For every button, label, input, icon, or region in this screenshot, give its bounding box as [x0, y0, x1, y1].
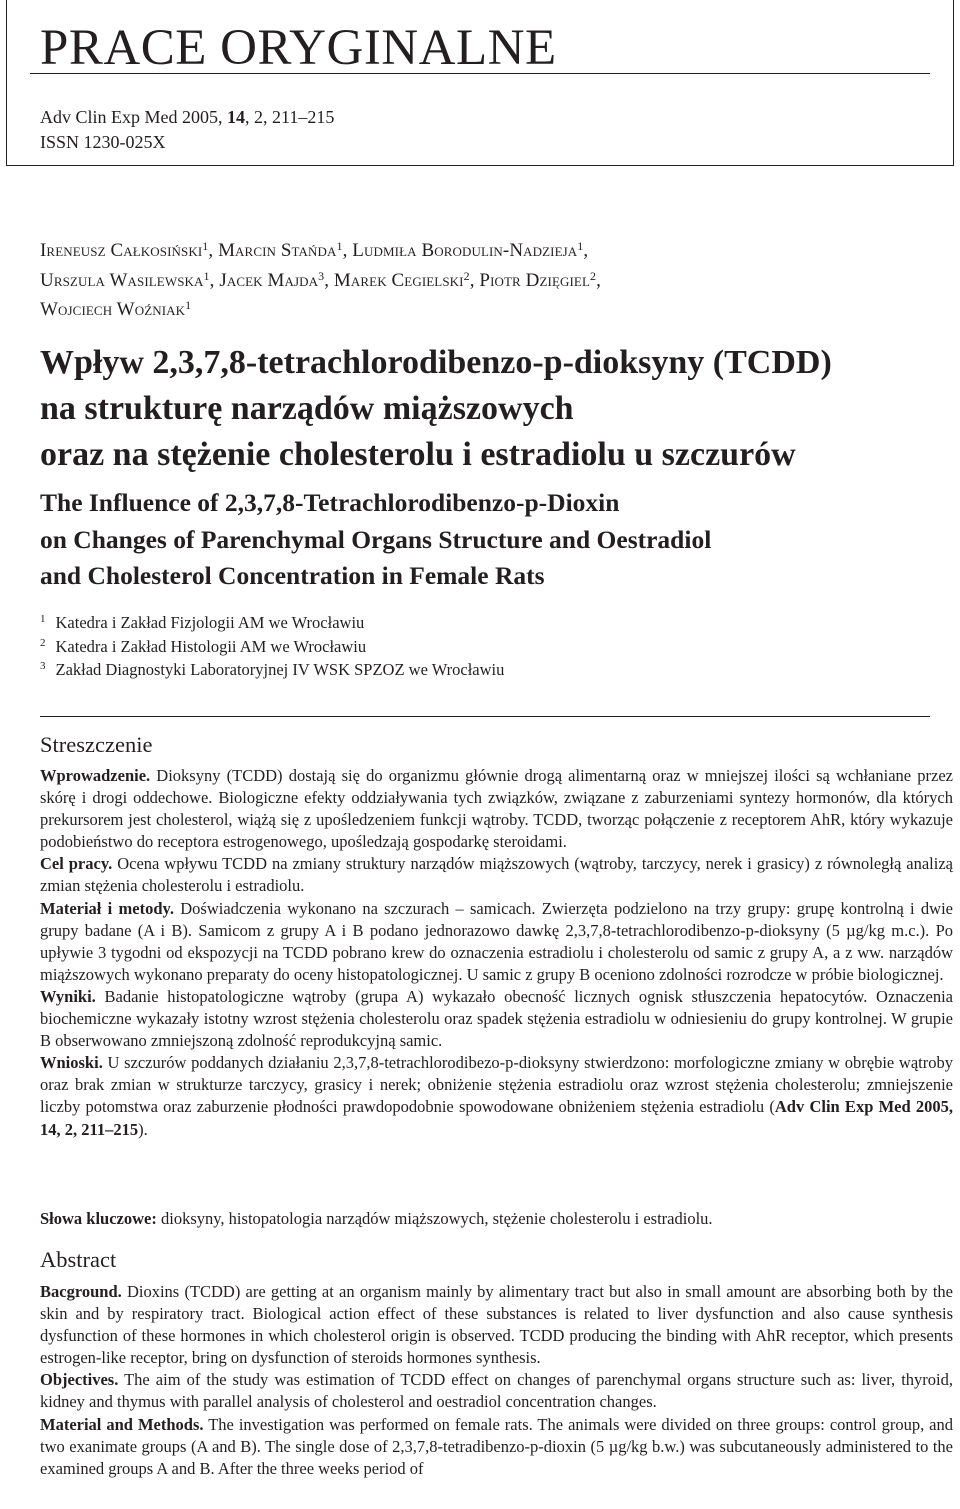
journal-volume: 14	[227, 107, 245, 127]
author-affiliation-mark: 1	[577, 239, 584, 253]
affiliation-number: 1	[40, 613, 46, 625]
author-affiliation-mark: 2	[590, 268, 597, 283]
affiliation-item	[40, 611, 930, 635]
paragraph-label: Wprowadzenie.	[40, 766, 151, 785]
author-line	[40, 295, 930, 325]
affiliation-list	[40, 611, 930, 682]
paragraph-label: Wyniki.	[40, 986, 96, 1006]
title-english-line: The Influence of 2,3,7,8-Tetrachlorodibenzo-p-Dioxin	[40, 488, 620, 517]
author-affiliation-mark: 3	[318, 268, 325, 283]
title-polish-line: na strukturę narządów miąższowych	[40, 390, 574, 427]
affiliation-text: Katedra i Zakład Fizjologii AM we Wrocławiu	[55, 613, 365, 632]
journal-citation	[40, 106, 334, 128]
keywords	[40, 1208, 953, 1230]
paragraph-text: Dioxins (TCDD) are getting at an organism mainly by alimentary tract but also in small amount are absorbing both by the skin and by respiratory tract. Biological action effect of these substances is related to liver dysfunction and also cause synthesis dysfunction of these hormones in which cholesterol origin is observed. TCDD producing the binding with AhR receptor, which presents estrogen-like receptor, bring on dysfunction of steroids hormones synthesis.	[40, 1282, 953, 1368]
affiliation-item	[40, 658, 930, 682]
paragraph-text: U szczurów poddanych działaniu 2,3,7,8-tetrachlorodibezo-p-dioksyny stwierdzono: morfologiczne zmiany w obrębie wątroby oraz brak zmian w strukturze tarczycy, grasicy i nerek; obniżenie stężenia estradiolu oraz wzrost stężenia cholesterolu; zmniejszenie liczby potomstwa oraz zaburzenie płodności prawdopodobnie spowodowane obniżeniem stężenia estradiolu (	[40, 1053, 953, 1117]
paragraph-label: Objectives.	[40, 1370, 119, 1390]
keywords-text: dioksyny, histopatologia narządów miąższowych, stężenie cholesterolu i estradiolu.	[156, 1209, 713, 1228]
author-name: Wojciech Woźniak	[40, 299, 186, 320]
author-affiliation-mark: 1	[202, 239, 209, 253]
paragraph-label: Material and Methods.	[40, 1414, 204, 1434]
citation: Adv Clin Exp Med 2005, 14, 2, 211–215	[40, 1097, 954, 1139]
affiliation-text: Katedra i Zakład Histologii AM we Wrocławiu	[55, 636, 367, 656]
paragraph-label: Bacground.	[40, 1282, 122, 1301]
section-title: PRACE ORYGINALNE	[40, 20, 557, 76]
author-list	[40, 236, 930, 325]
streszczenie-paragraph	[40, 853, 953, 897]
affiliation-item	[40, 635, 930, 659]
journal-pages: , 2, 211–215	[245, 107, 335, 127]
paragraph-text: Ocena wpływu TCDD na zmiany struktury narządów miąższowych (wątroby, tarczycy, nerek i grasicy) z równoległą analizą zmian stężenia cholesterolu i estradiolu.	[40, 854, 953, 896]
abstract-body	[40, 1281, 953, 1480]
author-name: Ireneusz Całkosiński	[40, 240, 203, 261]
paragraph-label: Materiał i metody.	[40, 898, 174, 918]
abstract-paragraph	[40, 1414, 953, 1480]
affiliation-text: Zakład Diagnostyki Laboratoryjnej IV WSK SPZOZ we Wrocławiu	[55, 660, 505, 679]
paragraph-text: The aim of the study was estimation of TCDD effect on changes of parenchymal organs structure such as: liver, thyroid, kidney and thymus with parallel analysis of cholesterol and oestradiol concentration changes.	[40, 1370, 953, 1412]
abstract-paragraph	[40, 1281, 953, 1369]
issn: ISSN 1230-025X	[40, 132, 166, 152]
author-name: Marek Cegielski	[333, 269, 464, 291]
journal-name: Adv Clin Exp Med 2005,	[40, 107, 227, 127]
paragraph-text: Dioksyny (TCDD) dostają się do organizmu głównie drogą alimentarną oraz w mniejszej ilości są wchłaniane przez skórę i drogi oddechowe. Biologiczne efekty oddziaływania tych związków, związane z zaburzeniami syntezy hormonów, dla których prekursorem jest cholesterol, wiążą się z upośledzeniem funkcji wątroby. TCDD, tworząc połączenie z receptorem AhR, który wykazuje podobieństwo do receptora estrogenowego, upośledzają gospodarkę steroidami.	[40, 766, 953, 852]
streszczenie-heading: Streszczenie	[40, 732, 153, 757]
author-name: Piotr Dzięgiel	[479, 269, 590, 291]
title-english	[40, 485, 940, 595]
abstract-paragraph	[40, 1369, 953, 1413]
affiliation-number: 2	[40, 636, 46, 649]
streszczenie-paragraph	[40, 898, 953, 986]
title-english-line: and Cholesterol Concentration in Female Rats	[40, 561, 545, 590]
affiliation-number: 3	[40, 660, 46, 672]
author-affiliation-mark: 2	[463, 268, 470, 283]
author-affiliation-mark: 1	[185, 298, 192, 312]
header-divider	[30, 73, 930, 74]
author-line: Urszula Wasilewska$^1$, Jacek Majda$^3$, Marek Cegielski$^2$, Piotr Dzięgiel$^2$,	[40, 268, 601, 291]
paragraph-text: The investigation was performed on female rats. The animals were divided on three groups: control group, and two exanimate groups (A and B). The single dose of 2,3,7,8-tetradibenzo-p-dioxin (5 µg/kg b.w.) was subcutaneously administered to the examined groups A and B. After the three weeks period of	[40, 1414, 954, 1478]
paragraph-text: Badanie histopatologiczne wątroby (grupa A) wykazało obecność licznych ognisk stłuszczenia hepatocytów. Oznaczenia biochemiczne wykazały istotny wzrost stężenia cholesterolu oraz spadek stężenia estradiolu w odniesieniu do grupy kontrolnej. W grupie B obserwowano zmniejszoną zdolność reprodukcyjną samic.	[40, 986, 953, 1051]
streszczenie-paragraph	[40, 1052, 953, 1140]
streszczenie-body	[40, 765, 953, 1141]
author-name: Jacek Majda	[219, 269, 319, 291]
abstract-heading: Abstract	[40, 1247, 117, 1272]
paragraph-text: Doświadczenia wykonano na szczurach – samicach. Zwierzęta podzielono na trzy grupy: grupę kontrolną i dwie grupy badane (A i B). Samicom z grupy A i B podano jednorazowo dawkę 2,3,7,8-tetrachlorodibenzo-p-dioksyny (5 µg/kg m.c.). Po upływie 3 tygodni od ekspozycji na TCDD pobrano krew do oznaczenia estradiolu i cholesterolu od samic z grupy A, a z ww. narządów miąższowych wykonano preparaty do oceny histopatologicznej. U samic z grupy B oceniono zdolności rozrodcze w próbie biologicznej.	[40, 898, 953, 984]
author-line: Ireneusz Całkosiński$^1$, Marcin Stańda$^1$, Ludmiła Borodulin-Nadzieja$^1$,	[40, 239, 589, 261]
streszczenie-paragraph	[40, 986, 953, 1052]
title-polish-line: Wpływ 2,3,7,8-tetrachlorodibenzo-p-dioksyny (TCDD)	[40, 344, 832, 381]
paragraph-label: Wnioski.	[40, 1053, 103, 1073]
title-polish	[40, 340, 940, 478]
paragraph-text: ).	[138, 1119, 148, 1139]
streszczenie-paragraph	[40, 765, 953, 853]
author-name: Marcin Stańda	[218, 240, 337, 261]
author-name: Ludmiła Borodulin-Nadzieja	[352, 240, 578, 261]
abstract-divider	[40, 716, 930, 717]
title-polish-line: oraz na stężenie cholesterolu i estradiolu u szczurów	[40, 436, 796, 473]
author-name: Urszula Wasilewska	[40, 269, 204, 291]
title-english-line: on Changes of Parenchymal Organs Structure and Oestradiol	[40, 524, 712, 554]
keywords-label: Słowa kluczowe:	[40, 1209, 157, 1228]
paragraph-label: Cel pracy.	[40, 854, 113, 874]
author-affiliation-mark: 1	[203, 268, 210, 283]
author-affiliation-mark: 1	[336, 239, 343, 253]
